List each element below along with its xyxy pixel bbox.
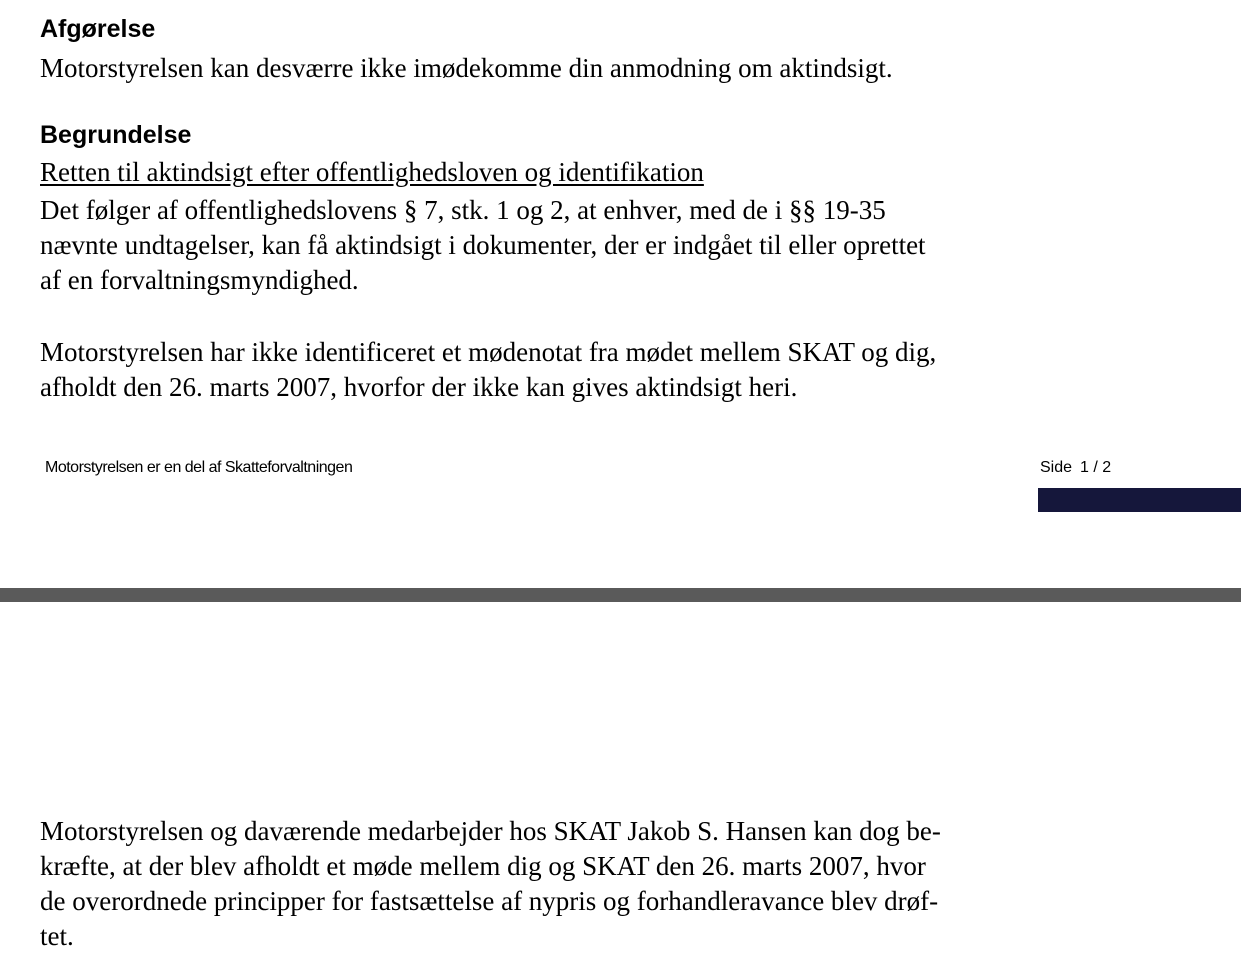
paragraph-line: Motorstyrelsen har ikke identificeret et mødenotat fra mødet mellem SKAT og dig, (40, 337, 937, 367)
page-label: Side (1040, 459, 1073, 476)
footer-color-bar (1038, 488, 1241, 512)
paragraph-line: de overordnede principper for fastsættelse af nypris og forhandleravance blev drøf- (40, 886, 939, 916)
page-indicator (1040, 459, 1111, 477)
document-page-2 (0, 602, 1241, 959)
reasoning-paragraph-2 (40, 335, 1040, 405)
confirmation-paragraph (40, 814, 1040, 954)
footer-organization-text: Motorstyrelsen er en del af Skatteforvaltningen (45, 459, 353, 476)
underlined-subheading: Retten til aktindsigt efter offentlighedsloven og identifikation (40, 157, 704, 187)
paragraph-line: afholdt den 26. marts 2007, hvorfor der ikke kan gives aktindsigt heri. (40, 372, 798, 402)
reasoning-paragraph-1 (40, 193, 1040, 298)
paragraph-line: Det følger af offentlighedslovens § 7, stk. 1 og 2, at enhver, med de i §§ 19-35 (40, 195, 886, 225)
paragraph-line: nævnte undtagelser, kan få aktindsigt i dokumenter, der er indgået til eller oprettet (40, 230, 926, 260)
section-heading-begrundelse: Begrundelse (40, 121, 192, 149)
decision-text (40, 51, 1040, 86)
paragraph-line: af en forvaltningsmyndighed. (40, 265, 359, 295)
decision-line: Motorstyrelsen kan desværre ikke imødekomme din anmodning om aktindsigt. (40, 53, 893, 83)
page-separator (0, 588, 1241, 602)
paragraph-line: Motorstyrelsen og daværende medarbejder hos SKAT Jakob S. Hansen kan dog be- (40, 816, 941, 846)
paragraph-line: tet. (40, 921, 74, 951)
section-heading-afgorelse: Afgørelse (40, 15, 156, 43)
paragraph-line: kræfte, at der blev afholdt et møde mellem dig og SKAT den 26. marts 2007, hvor (40, 851, 926, 881)
page-number: 1 / 2 (1080, 459, 1112, 476)
